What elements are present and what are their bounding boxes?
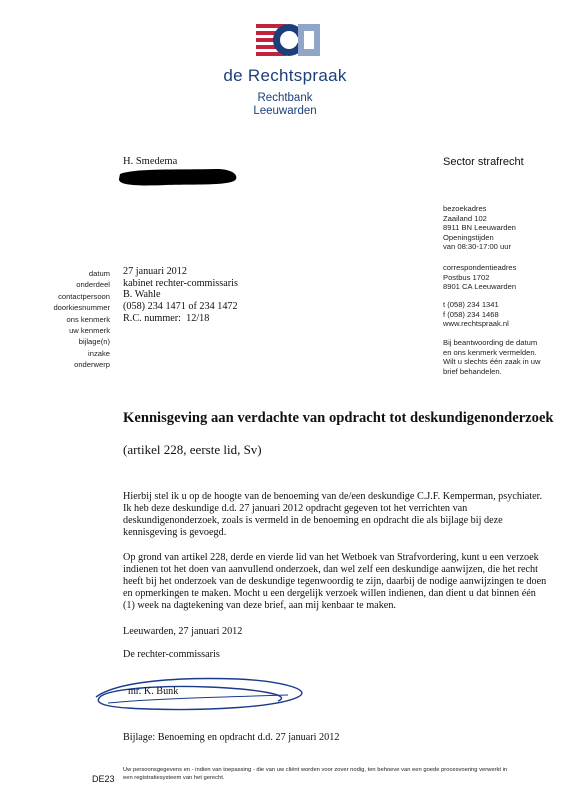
- attachment-note: Bijlage: Benoeming en opdracht d.d. 27 januari 2012: [123, 732, 340, 743]
- label-onderdeel: onderdeel: [76, 280, 110, 290]
- letter-title: Kennisgeving aan verdachte van opdracht tot deskundigenonderzoek: [123, 410, 554, 426]
- reply-note: [443, 338, 541, 376]
- redaction-mark: [116, 166, 240, 188]
- label-inzake: inzake: [88, 348, 110, 358]
- contact-block: [443, 300, 509, 329]
- court-line-2: Leeuwarden: [253, 105, 317, 117]
- paragraph-line: (1) week na dagtekening van deze brief, aan mij kenbaar te maken.: [123, 600, 396, 612]
- paragraph-line: indienen tot het doen van aanvullend onderzoek, dan wel zelf een deskundige aanwijzen, die het recht: [123, 564, 538, 576]
- paragraph-line: deskundigenonderzoek, zoals is vermeld in de benoeming en opdracht die als bijlage bij deze: [123, 515, 503, 527]
- court-name: [0, 92, 570, 118]
- signatory-name: mr. K. Bunk: [128, 686, 179, 697]
- label-doorkiesnummer: doorkiesnummer: [53, 303, 110, 313]
- value-doorkiesnummer: (058) 234 1471 of 234 1472: [123, 301, 238, 313]
- reply-note-line: brief behandelen.: [443, 366, 502, 376]
- paragraph-1: [123, 491, 543, 539]
- value-ons-kenmerk: R.C. nummer: 12/18: [123, 312, 210, 324]
- letter-subtitle: (artikel 228, eerste lid, Sv): [123, 442, 262, 457]
- label-bijlagen: bijlage(n): [78, 337, 110, 347]
- reply-note-line: Bij beantwoording de datum: [443, 338, 538, 347]
- signature-icon: [88, 675, 318, 713]
- phone-number: t (058) 234 1341: [443, 300, 499, 309]
- visit-city: 8911 BN Leeuwarden: [443, 223, 516, 233]
- privacy-line: Uw persoonsgegevens en - indien van toepassing - die van uw cliënt worden voor zover nodig, ten behoeve van een goede procesvoering verwerkt in: [123, 767, 508, 773]
- label-uw-kenmerk: uw kenmerk: [69, 326, 110, 336]
- visit-street: Zaailand 102: [443, 213, 487, 223]
- fax-number: f (058) 234 1468: [443, 309, 499, 319]
- label-datum: datum: [88, 269, 110, 278]
- court-line-1: Rechtbank: [257, 92, 313, 104]
- reply-note-line: en ons kenmerk vermelden.: [443, 347, 537, 357]
- opening-hours: van 08:30-17:00 uur: [443, 242, 511, 252]
- visit-label: bezoekadres: [443, 204, 487, 213]
- value-datum: 27 januari 2012: [123, 266, 187, 277]
- meta-labels: [30, 268, 110, 371]
- correspondence-address: [443, 263, 516, 292]
- form-code: DE23: [92, 774, 115, 784]
- paragraph-line: Op grond van artikel 228, derde en vierde lid van het Wetboek van Strafvordering, kunt u een verzoek: [123, 552, 539, 563]
- meta-values: [123, 266, 238, 325]
- label-onderwerp: onderwerp: [74, 360, 110, 370]
- value-contactpersoon: B. Wahle: [123, 289, 161, 301]
- label-contactpersoon: contactpersoon: [58, 291, 110, 301]
- opening-hours-label: Openingstijden: [443, 232, 494, 242]
- paragraph-line: heeft bij het onderzoek van de deskundige tegenwoordig te zijn, daarbij de nodige aanwijzingen te doen: [123, 576, 547, 588]
- value-onderdeel: kabinet rechter-commissaris: [123, 277, 238, 289]
- brand-name: de Rechtspraak: [223, 66, 347, 85]
- correspondence-pobox: Postbus 1702: [443, 272, 490, 282]
- addressee-name: H. Smedema: [123, 156, 178, 167]
- rechtspraak-logo: [256, 22, 322, 58]
- privacy-notice: [123, 767, 553, 782]
- website-link[interactable]: www.rechtspraak.nl: [443, 319, 509, 329]
- visit-address: [443, 204, 516, 252]
- paragraph-line: Ik heb deze deskundige d.d. 27 januari 2012 opdracht gegeven tot het verrichten van: [123, 503, 468, 515]
- place-date: Leeuwarden, 27 januari 2012: [123, 626, 243, 637]
- correspondence-city: 8901 CA Leeuwarden: [443, 282, 517, 292]
- signatory-role: De rechter-commissaris: [123, 649, 220, 660]
- paragraph-line: en opmerkingen te maken. Mocht u een dergelijk verzoek willen indienen, dan dient u dat binnen één: [123, 588, 536, 600]
- label-ons-kenmerk: ons kenmerk: [66, 314, 110, 324]
- correspondence-label: correspondentieadres: [443, 263, 517, 272]
- paragraph-line: kennisgeving is gevoegd.: [123, 527, 227, 539]
- sector-label: Sector strafrecht: [443, 156, 524, 168]
- privacy-line: een registratiesysteem van het gerecht.: [123, 774, 225, 781]
- paragraph-2: [123, 552, 547, 612]
- paragraph-line: Hierbij stel ik u op de hoogte van de benoeming van de/een deskundige C.J.F. Kemperman, psychiater.: [123, 491, 543, 502]
- reply-note-line: Wilt u slechts één zaak in uw: [443, 357, 541, 367]
